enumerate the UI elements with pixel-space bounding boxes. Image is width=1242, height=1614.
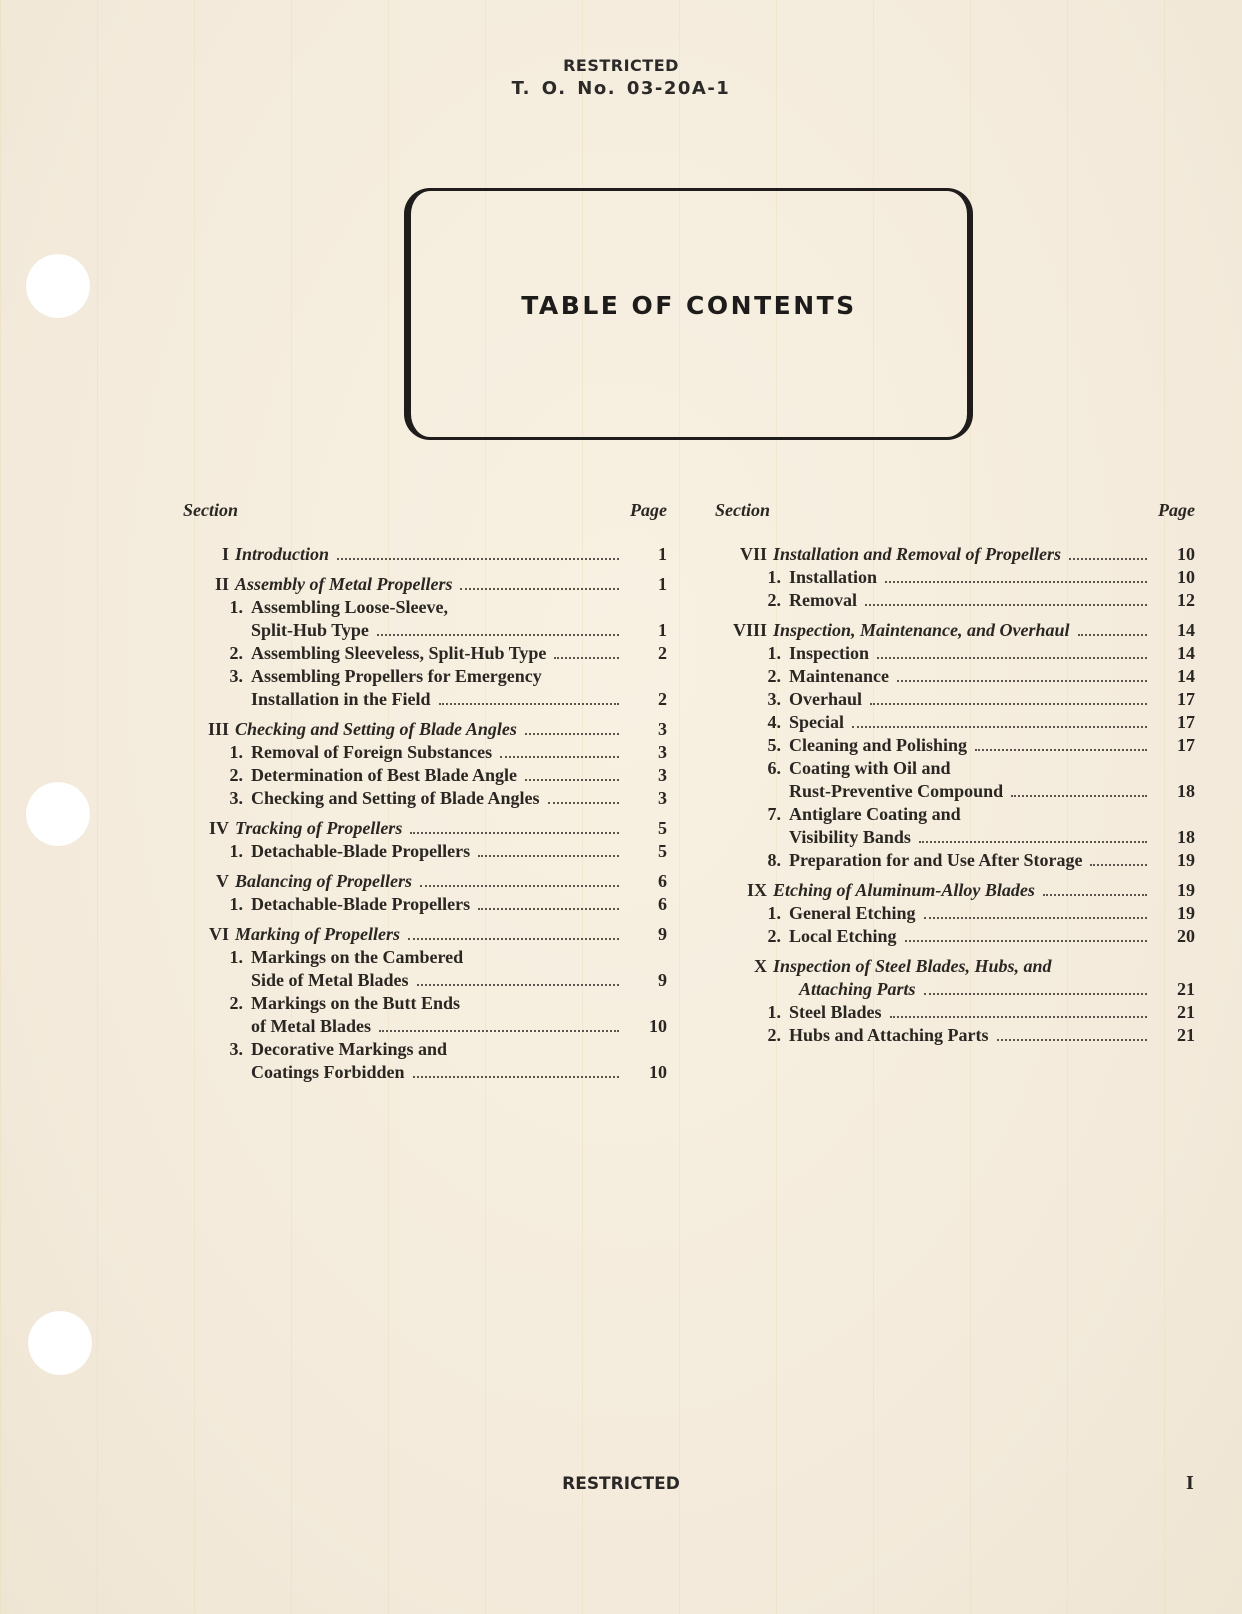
entry-page-number[interactable]: 5 [658, 818, 667, 838]
dot-leader [1043, 893, 1147, 896]
entry-number: 1. [229, 597, 243, 617]
entry-label-wrap [789, 642, 1155, 665]
entry-title[interactable]: Detachable-Blade Propellers [251, 894, 471, 914]
entry-title[interactable]: General Etching [789, 903, 916, 923]
entry-page-number[interactable]: 14 [1177, 666, 1195, 686]
entry-label-wrap [251, 840, 627, 863]
entry-number: 5. [767, 735, 781, 755]
entry-title[interactable]: Checking and Setting of Blade Angles [235, 719, 517, 739]
toc-subsection-entry[interactable] [183, 665, 667, 711]
dot-leader [548, 801, 619, 804]
entry-label-wrap [789, 665, 1155, 688]
entry-number: III [207, 719, 229, 739]
entry-number: I [221, 544, 229, 564]
entry-label-wrap [235, 870, 627, 893]
entry-label-wrap [789, 734, 1155, 757]
toc-subsection-entry[interactable] [183, 946, 667, 992]
toc-subsection-entry[interactable] [183, 787, 667, 810]
technical-order-number: T. O. No. 03-20A-1 [511, 78, 731, 99]
entry-label-wrap [235, 817, 627, 840]
dot-leader [413, 1075, 619, 1078]
dot-leader [525, 778, 619, 781]
dot-leader [379, 1029, 619, 1032]
dot-leader [377, 633, 619, 636]
toc-subsection-entry[interactable] [715, 1001, 1195, 1024]
entry-label-wrap [789, 849, 1155, 872]
dot-leader [919, 840, 1147, 843]
dot-leader [924, 992, 1147, 995]
entry-line [715, 1024, 1195, 1047]
entry-number: 2. [767, 666, 781, 686]
entry-label-wrap [235, 573, 627, 596]
entry-line [183, 619, 667, 642]
entry-page-number[interactable]: 9 [658, 924, 667, 944]
dot-leader [408, 937, 619, 940]
dot-leader [439, 702, 619, 705]
entry-label-wrap [251, 665, 627, 688]
dot-leader [554, 656, 619, 659]
entry-title[interactable]: Introduction [235, 544, 330, 564]
entry-line [183, 764, 667, 787]
entry-number: V [216, 871, 229, 891]
entry-label-wrap [235, 923, 627, 946]
entry-label-wrap [789, 902, 1155, 925]
dot-leader [460, 587, 619, 590]
entry-label-wrap [251, 596, 627, 619]
entry-line [715, 757, 1195, 780]
title-box [404, 188, 973, 440]
entry-page-number[interactable]: 19 [1177, 850, 1195, 870]
toc-section-entry[interactable] [183, 923, 667, 946]
toc-section-entry[interactable] [715, 879, 1195, 902]
entry-title[interactable]: Local Etching [789, 926, 897, 946]
entry-number: 2. [767, 590, 781, 610]
entry-line [715, 566, 1195, 589]
toc-subsection-entry[interactable] [715, 734, 1195, 757]
entry-number: 1. [229, 894, 243, 914]
entry-line [183, 893, 667, 916]
toc-subsection-entry[interactable] [715, 711, 1195, 734]
dot-leader [525, 732, 619, 735]
entry-label-wrap [789, 1024, 1155, 1047]
entry-number: 2. [229, 993, 243, 1013]
toc-subsection-entry[interactable] [715, 688, 1195, 711]
entry-page-number[interactable]: 21 [1177, 1002, 1195, 1022]
entry-label-wrap [789, 688, 1155, 711]
entry-number: VII [739, 544, 767, 564]
entry-page-number[interactable]: 17 [1177, 735, 1195, 755]
toc-subsection-entry[interactable] [715, 757, 1195, 803]
entry-page-number[interactable]: 3 [658, 742, 667, 762]
entry-number: 3. [229, 1039, 243, 1059]
toc-subsection-entry[interactable] [183, 1038, 667, 1084]
entry-number: 2. [767, 1025, 781, 1045]
entry-number: 2. [229, 765, 243, 785]
toc-subsection-entry[interactable] [183, 893, 667, 916]
entry-page-number[interactable]: 12 [1177, 590, 1195, 610]
entry-number: VIII [732, 620, 767, 640]
toc-entries [183, 543, 667, 1084]
entry-page-number[interactable]: 3 [658, 788, 667, 808]
entry-label-wrap [789, 780, 1155, 803]
dot-leader [885, 580, 1147, 583]
entry-title[interactable]: Assembling Propellers for Emergency [251, 666, 542, 686]
entry-label-wrap [773, 543, 1155, 566]
entry-title[interactable]: Determination of Best Blade Angle [251, 765, 517, 785]
entry-title[interactable]: Assembling Sleeveless, Split-Hub Type [251, 643, 547, 663]
entry-page-number[interactable]: 20 [1177, 926, 1195, 946]
entry-number: 8. [767, 850, 781, 870]
entry-title[interactable]: Coating with Oil and [789, 758, 951, 778]
binder-hole-bottom [28, 1311, 92, 1375]
section-column-label: Section [183, 500, 239, 520]
entry-page-number[interactable]: 5 [658, 841, 667, 861]
entry-page-number[interactable]: 17 [1177, 689, 1195, 709]
entry-label-wrap [251, 787, 627, 810]
entry-line [715, 780, 1195, 803]
entry-title[interactable]: Balancing of Propellers [235, 871, 413, 891]
entry-line [183, 718, 667, 741]
entry-line [715, 688, 1195, 711]
entry-line [183, 596, 667, 619]
entry-number: II [214, 574, 229, 594]
entry-page-number[interactable]: 6 [658, 871, 667, 891]
entry-label-wrap [251, 946, 627, 969]
entry-line [183, 992, 667, 1015]
entry-label-wrap [789, 1001, 1155, 1024]
entry-title[interactable]: Installation [789, 567, 878, 587]
entry-line [715, 803, 1195, 826]
entry-line [183, 923, 667, 946]
toc-right-column [715, 500, 1195, 1047]
toc-subsection-entry[interactable] [715, 642, 1195, 665]
dot-leader [420, 884, 619, 887]
toc-subsection-entry[interactable] [715, 566, 1195, 589]
page-number: I [1186, 1472, 1194, 1494]
page-header [0, 56, 1242, 99]
entry-label-wrap [235, 543, 627, 566]
entry-label-wrap [789, 826, 1155, 849]
entry-title[interactable]: Special [789, 712, 845, 732]
dot-leader [417, 983, 620, 986]
dot-leader [337, 557, 619, 560]
entry-title[interactable]: Preparation for and Use After Storage [789, 850, 1083, 870]
dot-leader [870, 702, 1147, 705]
binder-hole-middle [26, 782, 90, 846]
entry-title[interactable]: Etching of Aluminum-Alloy Blades [773, 880, 1035, 900]
entry-title[interactable]: Tracking of Propellers [235, 818, 403, 838]
entry-line [715, 978, 1195, 1001]
entry-number: 7. [767, 804, 781, 824]
entry-line [715, 589, 1195, 612]
entry-title[interactable]: Rust-Preventive Compound [789, 781, 1004, 801]
entry-label-wrap [251, 688, 627, 711]
entry-line [183, 688, 667, 711]
entry-title[interactable]: Markings on the Butt Ends [251, 993, 461, 1013]
entry-label-wrap [773, 978, 1155, 1001]
entry-page-number[interactable]: 17 [1177, 712, 1195, 732]
entry-page-number[interactable]: 19 [1177, 903, 1195, 923]
page-title: TABLE OF CONTENTS [521, 291, 857, 320]
entry-number: 1. [767, 1002, 781, 1022]
dot-leader [997, 1038, 1147, 1041]
entry-label-wrap [789, 566, 1155, 589]
dot-leader [905, 939, 1147, 942]
entry-line [715, 925, 1195, 948]
entry-number: IV [208, 818, 229, 838]
entry-title[interactable]: Decorative Markings and [251, 1039, 447, 1059]
dot-leader [478, 907, 619, 910]
entry-label-wrap [251, 992, 627, 1015]
entry-title[interactable]: Coatings Forbidden [251, 1062, 405, 1082]
entry-title[interactable]: Assembly of Metal Propellers [235, 574, 453, 594]
entry-line [183, 969, 667, 992]
entry-title[interactable]: Inspection of Steel Blades, Hubs, and [773, 956, 1052, 976]
entry-page-number[interactable]: 2 [658, 643, 667, 663]
entry-label-wrap [251, 642, 627, 665]
dot-leader [1011, 794, 1147, 797]
dot-leader [1078, 633, 1147, 636]
dot-leader [975, 748, 1147, 751]
entry-number: VI [208, 924, 229, 944]
page-column-label: Page [630, 500, 667, 520]
entry-title[interactable]: Cleaning and Polishing [789, 735, 968, 755]
entry-label-wrap [251, 619, 627, 642]
entry-line [715, 902, 1195, 925]
dot-leader [877, 656, 1147, 659]
entry-label-wrap [789, 711, 1155, 734]
toc-subsection-entry[interactable] [715, 589, 1195, 612]
entry-label-wrap [251, 764, 627, 787]
entry-line [183, 840, 667, 863]
entry-label-wrap [773, 879, 1155, 902]
entry-title[interactable]: of Metal Blades [251, 1016, 371, 1036]
column-header [183, 500, 667, 536]
entry-title[interactable]: Inspection [789, 643, 870, 663]
entry-title[interactable]: Hubs and Attaching Parts [789, 1025, 989, 1045]
entry-line [715, 711, 1195, 734]
toc-section-entry[interactable] [183, 870, 667, 893]
entry-title[interactable]: Markings on the Cambered [251, 947, 464, 967]
entry-line [183, 946, 667, 969]
entry-title[interactable]: Assembling Loose-Sleeve, [251, 597, 448, 617]
entry-line [183, 573, 667, 596]
entry-page-number[interactable]: 21 [1177, 1025, 1195, 1045]
entry-title[interactable]: Detachable-Blade Propellers [251, 841, 471, 861]
entry-page-number[interactable]: 3 [658, 765, 667, 785]
toc-section-entry[interactable] [183, 718, 667, 741]
entry-line [183, 1038, 667, 1061]
entry-label-wrap [773, 955, 1155, 978]
binder-hole-top [26, 254, 90, 318]
entry-number: 1. [229, 841, 243, 861]
toc-subsection-entry[interactable] [183, 992, 667, 1038]
toc-subsection-entry[interactable] [715, 665, 1195, 688]
entry-page-number[interactable]: 2 [658, 689, 667, 709]
entry-title[interactable]: Removal of Foreign Substances [251, 742, 493, 762]
dot-leader [1090, 863, 1147, 866]
entry-page-number[interactable]: 18 [1177, 827, 1195, 847]
entry-page-number[interactable]: 9 [658, 970, 667, 990]
entry-title[interactable]: Inspection, Maintenance, and Overhaul [773, 620, 1070, 640]
entry-page-number[interactable]: 10 [1177, 567, 1195, 587]
entry-line [715, 879, 1195, 902]
entry-line [183, 1015, 667, 1038]
toc-subsection-entry[interactable] [715, 902, 1195, 925]
dot-leader [890, 1015, 1148, 1018]
entry-title[interactable]: Removal [789, 590, 857, 610]
dot-leader [500, 755, 619, 758]
entry-line [715, 734, 1195, 757]
toc-section-entry[interactable] [183, 573, 667, 596]
entry-label-wrap [251, 969, 627, 992]
entry-title[interactable]: Visibility Bands [789, 827, 911, 847]
entry-title[interactable]: Split-Hub Type [251, 620, 369, 640]
entry-number: 3. [229, 666, 243, 686]
toc-section-entry[interactable] [183, 817, 667, 840]
dot-leader [897, 679, 1147, 682]
entry-label-wrap [235, 718, 627, 741]
dot-leader [924, 916, 1148, 919]
entry-number: 6. [767, 758, 781, 778]
entry-page-number[interactable]: 21 [1177, 979, 1195, 999]
entry-line [183, 665, 667, 688]
column-header [715, 500, 1195, 536]
toc-subsection-entry[interactable] [715, 925, 1195, 948]
entry-line [183, 817, 667, 840]
entry-number: X [754, 956, 767, 976]
entry-number: 4. [767, 712, 781, 732]
entry-line [715, 955, 1195, 978]
toc-left-column [183, 500, 667, 1084]
entry-label-wrap [251, 741, 627, 764]
entry-line [183, 543, 667, 566]
dot-leader [1069, 557, 1147, 560]
entry-number: 3. [767, 689, 781, 709]
entry-title[interactable]: Side of Metal Blades [251, 970, 409, 990]
entry-line [715, 1001, 1195, 1024]
dot-leader [852, 725, 1147, 728]
entry-number: 3. [229, 788, 243, 808]
entry-line [183, 870, 667, 893]
entry-page-number[interactable]: 10 [649, 1016, 667, 1036]
entry-title[interactable]: Marking of Propellers [235, 924, 401, 944]
dot-leader [410, 831, 619, 834]
entry-page-number[interactable]: 1 [658, 620, 667, 640]
entry-label-wrap [251, 1061, 627, 1084]
section-column-label: Section [715, 500, 771, 520]
entry-page-number[interactable]: 10 [649, 1062, 667, 1082]
toc-subsection-entry[interactable] [715, 803, 1195, 849]
entry-label-wrap [251, 1038, 627, 1061]
entry-line [183, 1061, 667, 1084]
toc-section-entry[interactable] [715, 543, 1195, 566]
entry-page-number[interactable]: 10 [1177, 544, 1195, 564]
toc-subsection-entry[interactable] [183, 741, 667, 764]
entry-label-wrap [773, 619, 1155, 642]
toc-section-entry[interactable] [715, 955, 1195, 1001]
classification-header: RESTRICTED [563, 56, 679, 75]
entry-title[interactable]: Attaching Parts [799, 979, 916, 999]
entry-label-wrap [789, 589, 1155, 612]
entry-line [715, 543, 1195, 566]
entry-line [715, 849, 1195, 872]
toc-entries [715, 543, 1195, 1047]
entry-title[interactable]: Maintenance [789, 666, 889, 686]
toc-subsection-entry[interactable] [715, 1024, 1195, 1047]
entry-line [715, 619, 1195, 642]
dot-leader [865, 603, 1147, 606]
entry-page-number[interactable]: 6 [658, 894, 667, 914]
classification-footer: RESTRICTED [562, 1474, 680, 1494]
entry-label-wrap [251, 893, 627, 916]
entry-title[interactable]: Installation and Removal of Propellers [773, 544, 1062, 564]
entry-label-wrap [789, 757, 1155, 780]
entry-title[interactable]: Antiglare Coating and [789, 804, 961, 824]
entry-title[interactable]: Steel Blades [789, 1002, 882, 1022]
entry-page-number[interactable]: 3 [658, 719, 667, 739]
entry-number: 2. [767, 926, 781, 946]
entry-title[interactable]: Installation in the Field [251, 689, 431, 709]
entry-number: 2. [229, 643, 243, 663]
toc-section-entry[interactable] [183, 543, 667, 566]
toc-subsection-entry[interactable] [183, 764, 667, 787]
entry-line [715, 665, 1195, 688]
toc-subsection-entry[interactable] [715, 849, 1195, 872]
toc-subsection-entry[interactable] [183, 596, 667, 642]
toc-section-entry[interactable] [715, 619, 1195, 642]
page-column-label: Page [1158, 500, 1195, 520]
entry-page-number[interactable]: 14 [1177, 620, 1195, 640]
entry-number: 1. [229, 947, 243, 967]
entry-label-wrap [789, 803, 1155, 826]
entry-number: 1. [767, 567, 781, 587]
toc-subsection-entry[interactable] [183, 840, 667, 863]
entry-label-wrap [251, 1015, 627, 1038]
entry-number: 1. [767, 643, 781, 663]
entry-number: 1. [229, 742, 243, 762]
entry-page-number[interactable]: 19 [1177, 880, 1195, 900]
entry-title[interactable]: Overhaul [789, 689, 863, 709]
entry-title[interactable]: Checking and Setting of Blade Angles [251, 788, 540, 808]
entry-line [715, 642, 1195, 665]
entry-page-number[interactable]: 14 [1177, 643, 1195, 663]
entry-number: IX [746, 880, 767, 900]
toc-subsection-entry[interactable] [183, 642, 667, 665]
entry-page-number[interactable]: 1 [658, 574, 667, 594]
entry-line [183, 787, 667, 810]
entry-line [183, 642, 667, 665]
entry-number: 1. [767, 903, 781, 923]
entry-line [715, 826, 1195, 849]
dot-leader [478, 854, 619, 857]
entry-page-number[interactable]: 18 [1177, 781, 1195, 801]
entry-page-number[interactable]: 1 [658, 544, 667, 564]
entry-line [183, 741, 667, 764]
entry-label-wrap [789, 925, 1155, 948]
